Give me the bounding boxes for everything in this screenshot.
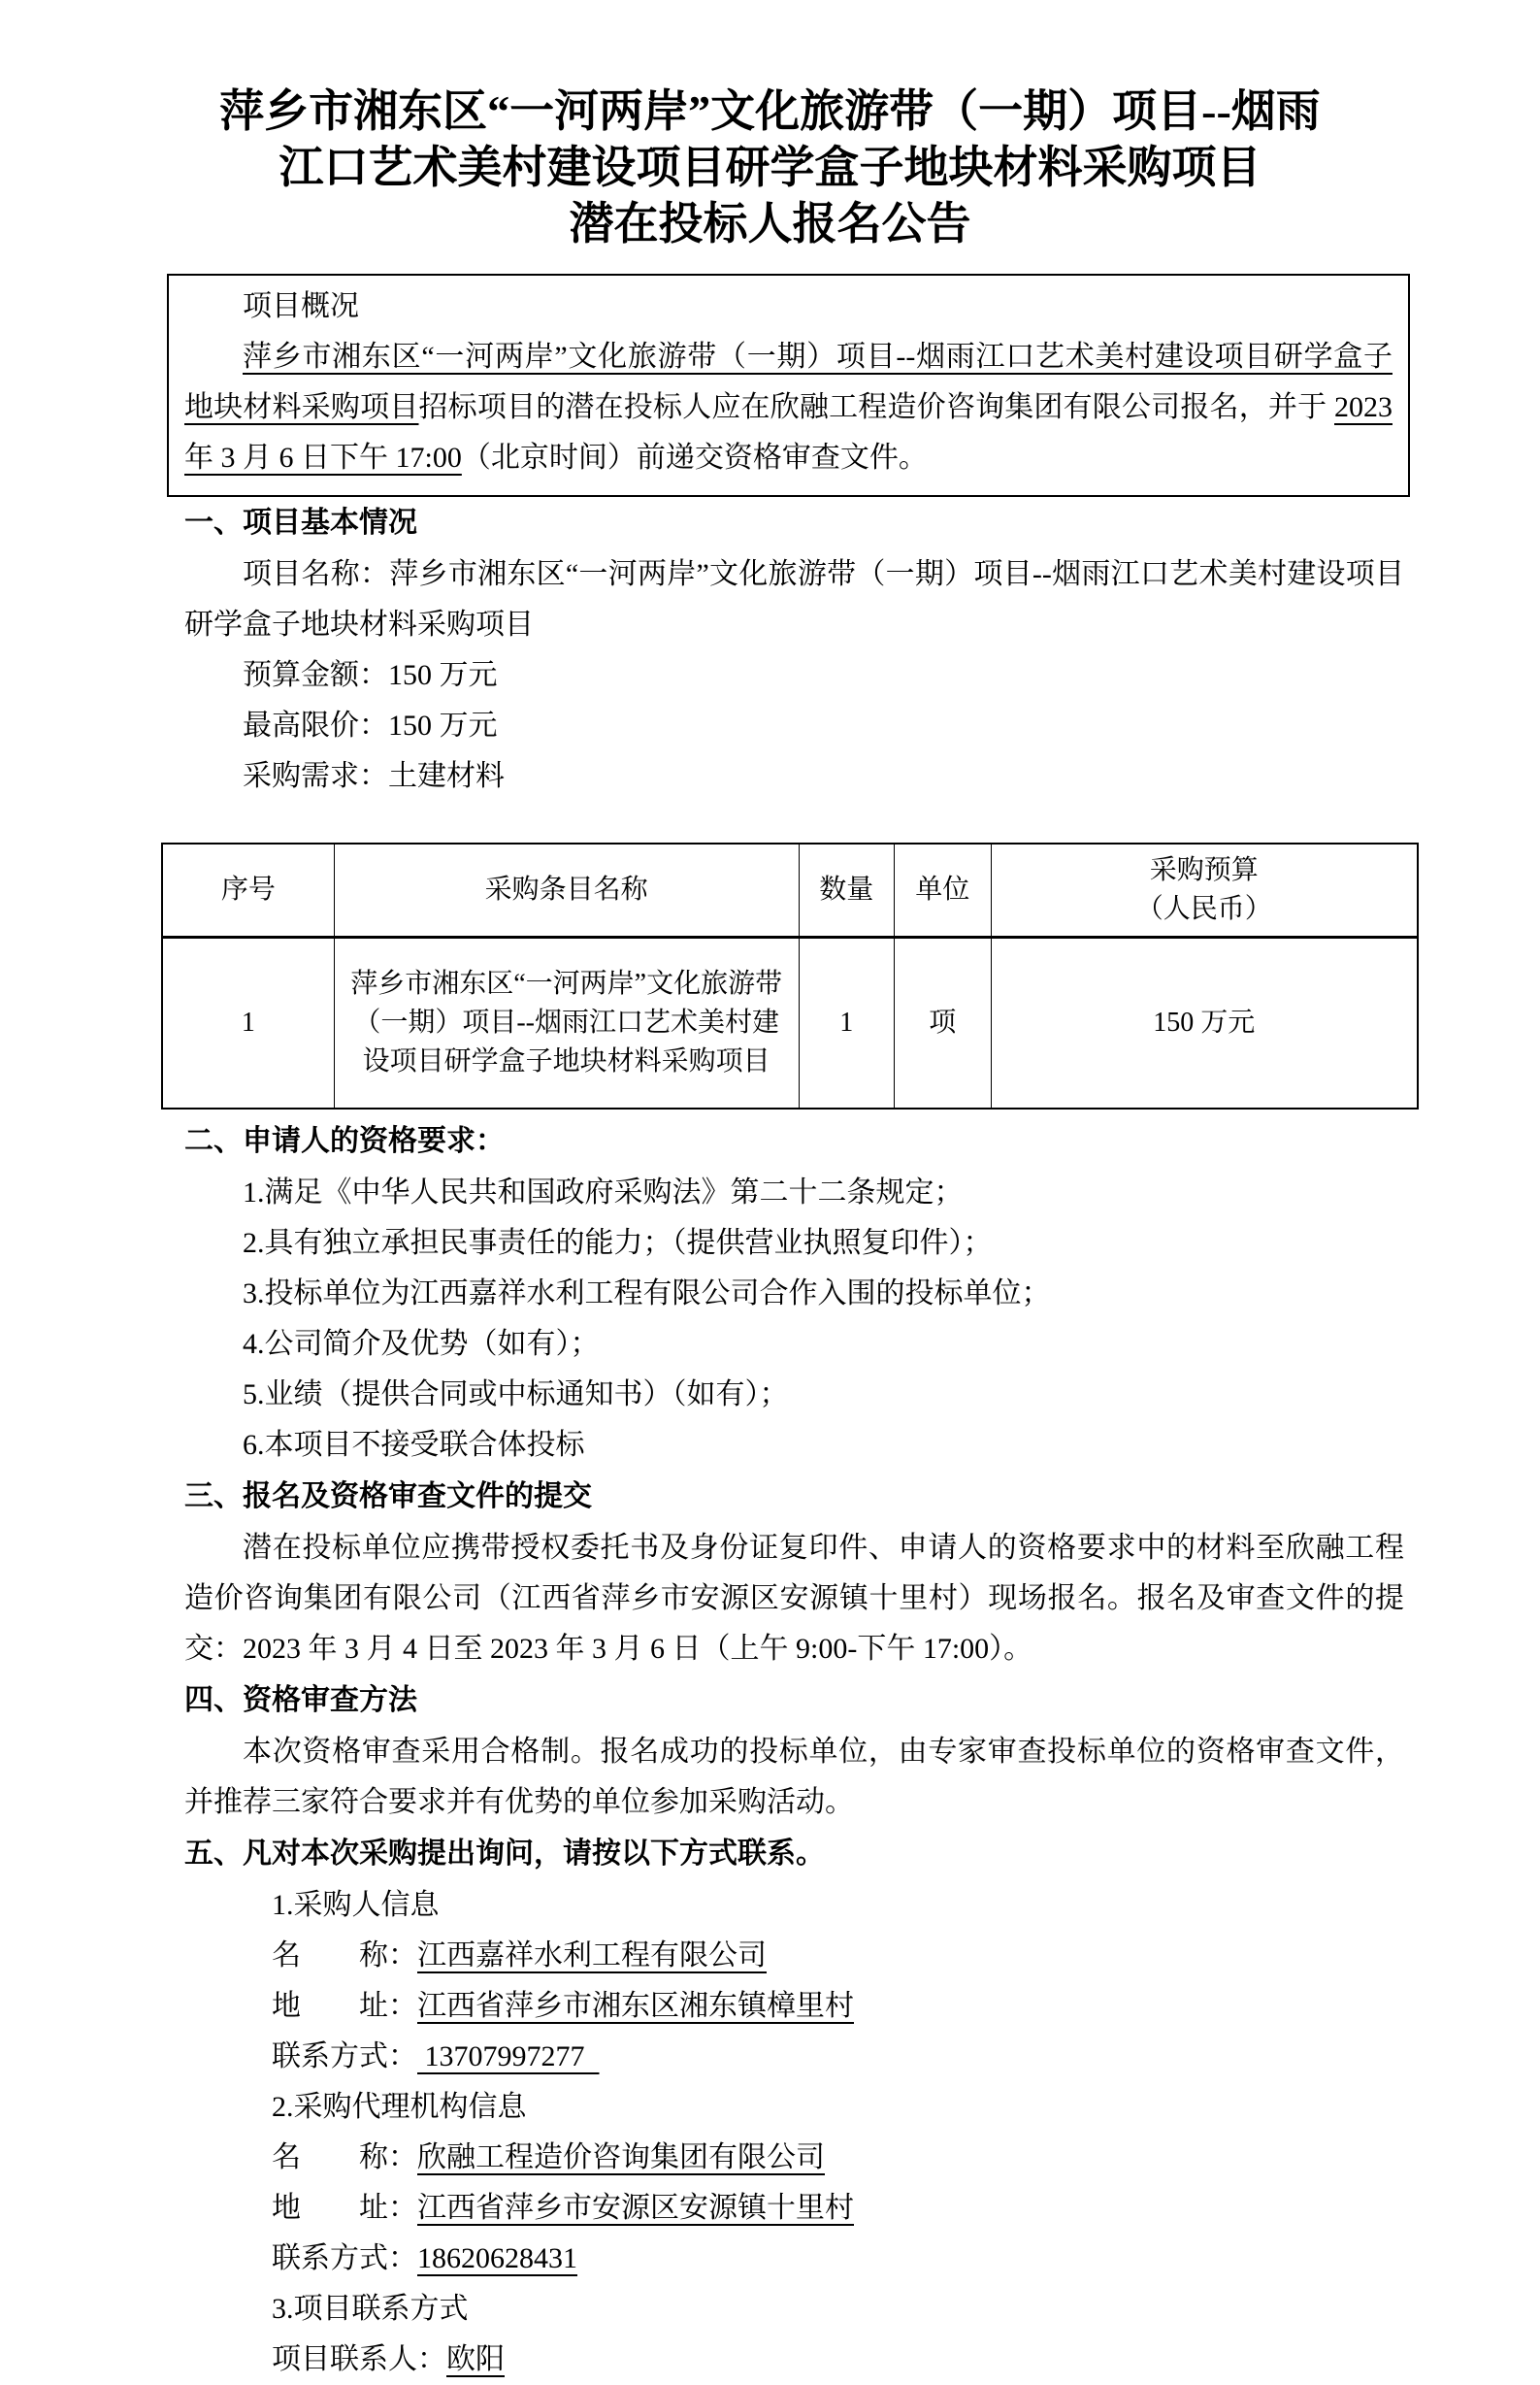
- qualification-item: 3.投标单位为江西嘉祥水利工程有限公司合作入围的投标单位；: [243, 1277, 1051, 1309]
- overview-mid-text: 招标项目的潜在投标人应在欣融工程造价咨询集团有限公司报名，并于: [418, 391, 1334, 423]
- title-line-2: 江口艺术美村建设项目研学盒子地块材料采购项目: [279, 143, 1261, 192]
- section5-body: [184, 1880, 1404, 2385]
- project-contact-title: 3.项目联系方式: [272, 2293, 469, 2325]
- section5-heading: 五、凡对本次采购提出询问，请按以下方式联系。: [184, 1838, 825, 1870]
- project-contact-label: 项目联系人：: [272, 2343, 446, 2375]
- project-contact-value: 欧阳: [446, 2343, 505, 2375]
- header-budget-line1: 采购预算: [1149, 855, 1259, 885]
- buyer-name-line: [184, 1931, 1404, 1981]
- title-line-1: 萍乡市湘东区“一河两岸”文化旅游带（一期）项目--烟雨: [219, 86, 1321, 136]
- budget-line: 预算金额：150 万元: [243, 659, 498, 691]
- table-row: [162, 938, 1418, 1110]
- project-overview-box: [167, 274, 1410, 497]
- section4-heading: 四、资格审查方法: [184, 1684, 417, 1716]
- cell-qty: 1: [799, 938, 894, 1110]
- cell-item-name: 萍乡市湘东区“一河两岸”文化旅游带（一期）项目--烟雨江口艺术美村建设项目研学盒子地块材料采购项目: [334, 938, 799, 1110]
- buyer-contact-label: 联系方式：: [272, 2040, 417, 2072]
- header-cell-qty: 数量: [799, 844, 894, 938]
- header-cell-item: 采购条目名称: [334, 844, 799, 938]
- buyer-name-value: 江西嘉祥水利工程有限公司: [417, 1939, 767, 1971]
- qualification-item: 4.公司简介及优势（如有）；: [243, 1328, 600, 1360]
- buyer-info-title: 1.采购人信息: [272, 1889, 440, 1921]
- overview-end-text: （北京时间）前递交资格审查文件。: [461, 442, 928, 474]
- cell-unit: 项: [894, 938, 991, 1110]
- agency-contact-label: 联系方式：: [272, 2242, 417, 2274]
- purchase-items-table: [161, 843, 1419, 1110]
- agency-name-value: 欣融工程造价咨询集团有限公司: [417, 2141, 825, 2173]
- section1-heading: 一、项目基本情况: [184, 507, 417, 539]
- agency-name-label: 名 称：: [272, 2141, 417, 2173]
- project-name-paragraph: 项目名称：萍乡市湘东区“一河两岸”文化旅游带（一期）项目--烟雨江口艺术美村建设项目研学盒子地块材料采购项目: [184, 558, 1404, 641]
- title-line-3: 潜在投标人报名公告: [569, 199, 971, 248]
- section3-heading: 三、报名及资格审查文件的提交: [184, 1480, 592, 1512]
- agency-address-value: 江西省萍乡市安源区安源镇十里村: [417, 2192, 854, 2224]
- agency-info-title: 2.采购代理机构信息: [272, 2091, 527, 2123]
- overview-label: 项目概况: [243, 290, 359, 322]
- qualification-item: 1.满足《中华人民共和国政府采购法》第二十二条规定；: [243, 1176, 964, 1209]
- buyer-address-label: 地 址：: [272, 1990, 417, 2022]
- agency-contact-value: 18620628431: [417, 2242, 577, 2274]
- agency-name-line: [184, 2133, 1404, 2183]
- header-budget-line2: （人民币）: [1135, 894, 1272, 924]
- section4-paragraph: 本次资格审查采用合格制。报名成功的投标单位，由专家审查投标单位的资格审查文件，并推荐三家符合要求并有优势的单位参加采购活动。: [184, 1736, 1404, 1818]
- section2-body: [184, 1168, 1404, 1471]
- demand-line: 采购需求：土建材料: [243, 760, 505, 792]
- overview-deadline: 2023 年 3 月 6 日下午 17:00: [184, 391, 1393, 474]
- max-price-line: 最高限价：150 万元: [243, 710, 498, 742]
- buyer-contact-value: 13707997277: [417, 2040, 600, 2072]
- buyer-name-label: 名 称：: [272, 1939, 417, 1971]
- header-cell-unit: 单位: [894, 844, 991, 938]
- buyer-contact-line: [184, 2032, 1404, 2082]
- section3-body: [184, 1523, 1404, 1674]
- overview-paragraph: [184, 332, 1393, 483]
- cell-budget: 150 万元: [991, 938, 1418, 1110]
- header-cell-no: 序号: [162, 844, 334, 938]
- section2-heading: 二、申请人的资格要求：: [184, 1125, 505, 1157]
- page-title: [0, 0, 1540, 252]
- header-cell-budget: [991, 844, 1418, 938]
- overview-project-name: 萍乡市湘东区“一河两岸”文化旅游带（一期）项目--烟雨江口艺术美村建设项目研学盒子地块材料采购项目: [184, 341, 1393, 423]
- qualification-item: 6.本项目不接受联合体投标: [243, 1429, 585, 1461]
- section4-body: [184, 1727, 1404, 1828]
- project-contact-line: [184, 2335, 1404, 2385]
- section1-body: [184, 549, 1404, 802]
- buyer-address-line: [184, 1981, 1404, 2032]
- agency-address-line: [184, 2183, 1404, 2234]
- agency-contact-line: [184, 2234, 1404, 2284]
- table-header-row: [162, 844, 1418, 938]
- qualification-item: 2.具有独立承担民事责任的能力；（提供营业执照复印件）；: [243, 1227, 993, 1259]
- cell-no: 1: [162, 938, 334, 1110]
- agency-address-label: 地 址：: [272, 2192, 417, 2224]
- section3-paragraph: 潜在投标单位应携带授权委托书及身份证复印件、申请人的资格要求中的材料至欣融工程造价咨询集团有限公司（江西省萍乡市安源区安源镇十里村）现场报名。报名及审查文件的提交：2023 年 3 月 4 日至 2023 年 3 月 6 日（上午 9:00-下午 17:00）。: [184, 1532, 1404, 1665]
- buyer-address-value: 江西省萍乡市湘东区湘东镇樟里村: [417, 1990, 854, 2022]
- qualification-item: 5.业绩（提供合同或中标通知书）（如有）；: [243, 1378, 789, 1410]
